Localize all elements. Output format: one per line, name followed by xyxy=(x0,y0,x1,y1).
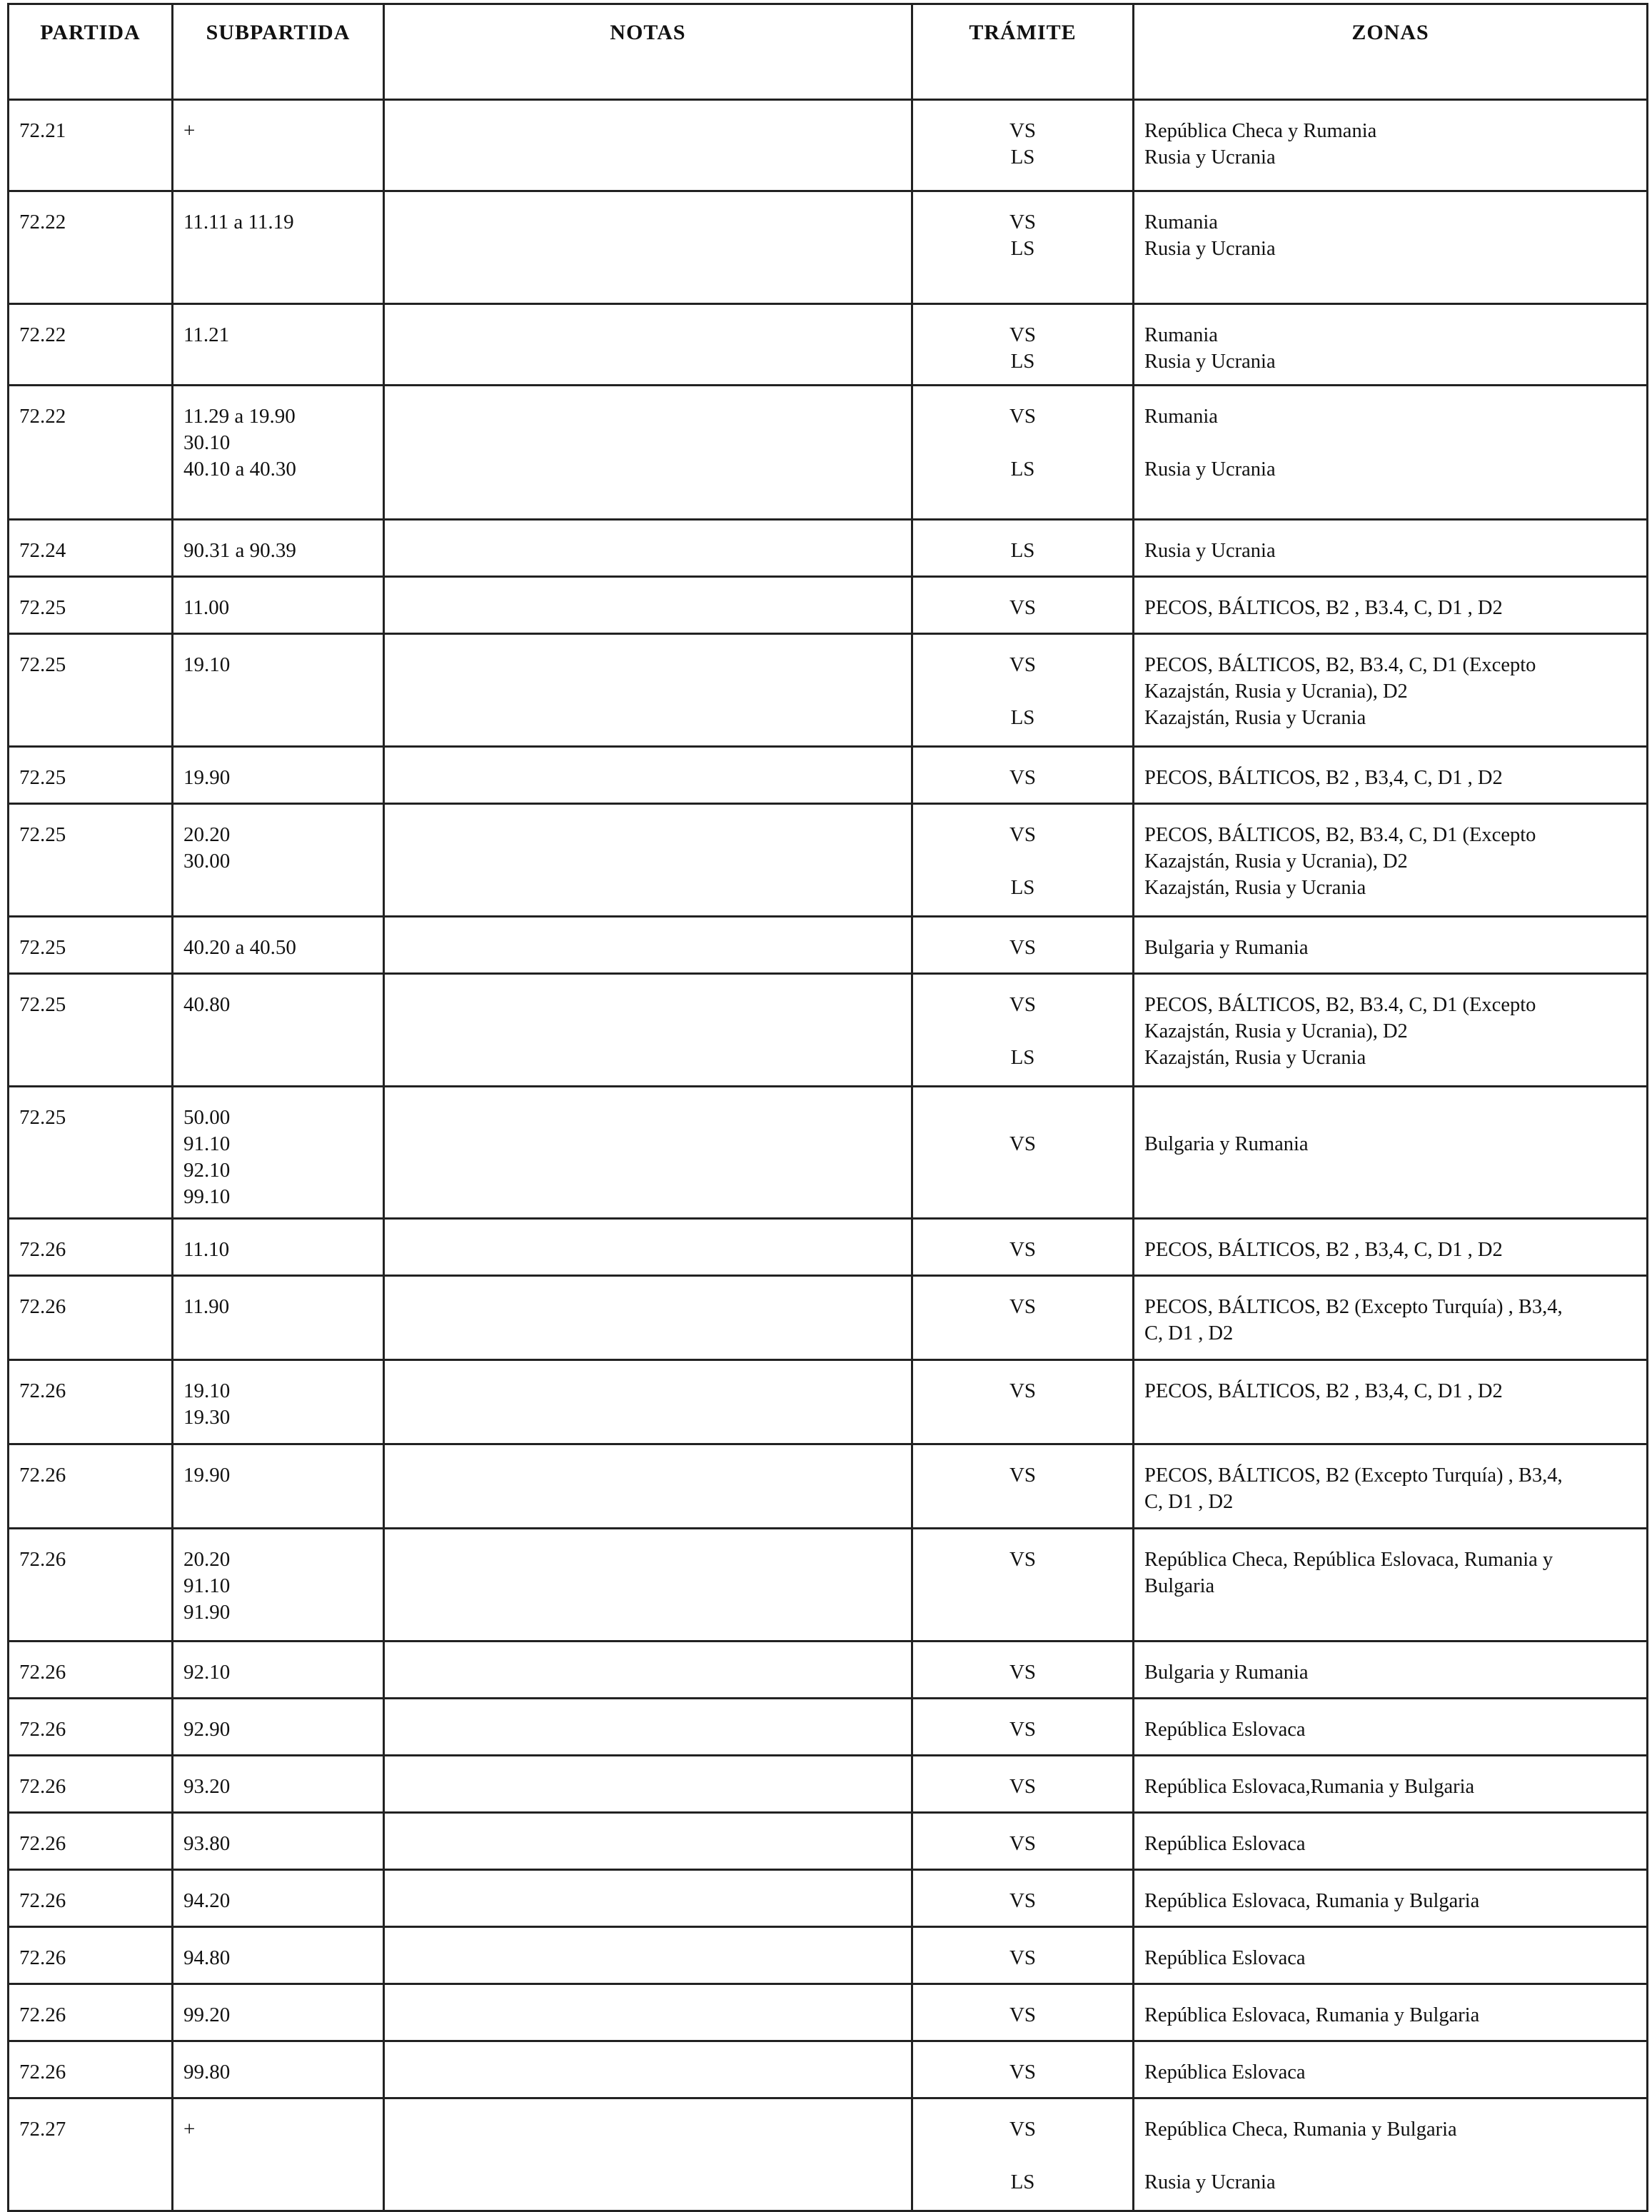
notas-cell xyxy=(384,1927,912,1984)
zonas-line: C, D1 , D2 xyxy=(1144,1322,1234,1344)
table-row xyxy=(9,1276,1648,1360)
tramite-cell xyxy=(912,1699,1134,1756)
zonas-cell xyxy=(1134,747,1648,804)
tramite-line: LS xyxy=(1010,146,1035,169)
zonas-line xyxy=(1144,1105,1636,1131)
partida-cell: 72.26 xyxy=(9,1276,173,1360)
tramite-cell xyxy=(912,304,1134,386)
notas-cell xyxy=(384,634,912,747)
table-row xyxy=(9,520,1648,577)
zonas-line: PECOS, BÁLTICOS, B2, B3.4, C, D1 (Excepto xyxy=(1144,824,1536,846)
subpartida-cell xyxy=(173,1870,384,1927)
notas-cell xyxy=(384,386,912,520)
tramite-line: LS xyxy=(1010,350,1035,373)
subpartida-cell xyxy=(173,1087,384,1219)
zonas-line: República Eslovaca, Rumania y Bulgaria xyxy=(1144,1890,1480,1912)
table-row xyxy=(9,1870,1648,1927)
table-row xyxy=(9,1756,1648,1813)
tramite-line: VS xyxy=(1009,1718,1037,1741)
notas-cell xyxy=(384,100,912,191)
notas-cell xyxy=(384,2041,912,2098)
subpartida-line: 92.90 xyxy=(183,1718,231,1741)
notas-cell xyxy=(384,1444,912,1529)
table-row xyxy=(9,1699,1648,1756)
zonas-line: PECOS, BÁLTICOS, B2 (Excepto Turquía) , B3,4, xyxy=(1144,1464,1563,1487)
subpartida-line: 90.31 a 90.39 xyxy=(183,539,296,562)
subpartida-line: 20.20 xyxy=(183,1548,231,1571)
notas-cell xyxy=(384,804,912,917)
table-body xyxy=(9,100,1648,2211)
zonas-line: PECOS, BÁLTICOS, B2 , B3,4, C, D1 , D2 xyxy=(1144,1239,1503,1261)
table-row xyxy=(9,974,1648,1087)
zonas-line: Rumania xyxy=(1144,324,1218,346)
zonas-line: Bulgaria xyxy=(1144,1575,1215,1597)
notas-cell xyxy=(384,1756,912,1813)
zonas-line: República Eslovaca xyxy=(1144,2061,1306,2083)
subpartida-cell xyxy=(173,1276,384,1360)
subpartida-cell xyxy=(173,804,384,917)
table-row xyxy=(9,1444,1648,1529)
tramite-line xyxy=(923,1105,1122,1131)
zonas-line: Kazajstán, Rusia y Ucrania), D2 xyxy=(1144,680,1408,703)
table-row xyxy=(9,1219,1648,1276)
tramite-line: VS xyxy=(1009,936,1037,959)
zonas-cell xyxy=(1134,974,1648,1087)
partida-cell: 72.26 xyxy=(9,1813,173,1870)
subpartida-line: 19.30 xyxy=(183,1406,231,1429)
subpartida-line: 40.20 a 40.50 xyxy=(183,936,296,959)
zonas-line: PECOS, BÁLTICOS, B2, B3.4, C, D1 (Excepto xyxy=(1144,994,1536,1016)
zonas-line: República Checa, República Eslovaca, Rumania y xyxy=(1144,1549,1553,1571)
subpartida-line: 50.00 xyxy=(183,1106,231,1129)
zonas-cell xyxy=(1134,191,1648,304)
tramite-cell xyxy=(912,1870,1134,1927)
notas-cell xyxy=(384,747,912,804)
tramite-cell xyxy=(912,1087,1134,1219)
partida-cell: 72.25 xyxy=(9,804,173,917)
zonas-line: República Eslovaca xyxy=(1144,1947,1306,1969)
notas-cell xyxy=(384,577,912,634)
zonas-cell xyxy=(1134,1444,1648,1529)
tramite-line: VS xyxy=(1009,653,1037,676)
subpartida-cell xyxy=(173,1984,384,2041)
partida-cell: 72.25 xyxy=(9,974,173,1087)
zonas-cell xyxy=(1134,804,1648,917)
zonas-line: PECOS, BÁLTICOS, B2 , B3,4, C, D1 , D2 xyxy=(1144,1380,1503,1402)
table-row xyxy=(9,1529,1648,1642)
zonas-line: PECOS, BÁLTICOS, B2 , B3,4, C, D1 , D2 xyxy=(1144,767,1503,789)
tramite-line: VS xyxy=(1009,2061,1037,2083)
subpartida-line: 91.10 xyxy=(183,1574,231,1597)
zonas-cell xyxy=(1134,1276,1648,1360)
tramite-line: VS xyxy=(1009,1464,1037,1487)
table-row xyxy=(9,804,1648,917)
tramite-cell xyxy=(912,577,1134,634)
tramite-line: LS xyxy=(1010,2171,1035,2193)
subpartida-cell xyxy=(173,2098,384,2211)
zonas-cell xyxy=(1134,1642,1648,1699)
table-row xyxy=(9,634,1648,747)
table-row xyxy=(9,100,1648,191)
subpartida-line: 99.20 xyxy=(183,2004,231,2026)
tramite-cell xyxy=(912,1219,1134,1276)
zonas-line: Kazajstán, Rusia y Ucrania xyxy=(1144,1047,1366,1069)
zonas-line: PECOS, BÁLTICOS, B2 , B3.4, C, D1 , D2 xyxy=(1144,597,1503,619)
tramite-line: VS xyxy=(1009,2118,1037,2141)
partida-cell: 72.25 xyxy=(9,634,173,747)
tramite-line: LS xyxy=(1010,237,1035,260)
zonas-cell xyxy=(1134,1360,1648,1444)
tramite-line: VS xyxy=(1009,405,1037,428)
subpartida-cell xyxy=(173,2041,384,2098)
table-row xyxy=(9,1642,1648,1699)
zonas-line: Rusia y Ucrania xyxy=(1144,146,1276,169)
partida-cell: 72.27 xyxy=(9,2098,173,2211)
tramite-line: VS xyxy=(1009,766,1037,789)
zonas-cell xyxy=(1134,520,1648,577)
subpartida-cell xyxy=(173,520,384,577)
tramite-cell xyxy=(912,100,1134,191)
zonas-line: Kazajstán, Rusia y Ucrania xyxy=(1144,707,1366,729)
subpartida-line: 99.80 xyxy=(183,2061,231,2083)
partida-cell: 72.25 xyxy=(9,917,173,974)
tramite-cell xyxy=(912,191,1134,304)
partida-cell: 72.26 xyxy=(9,1360,173,1444)
tramite-cell xyxy=(912,804,1134,917)
zonas-cell xyxy=(1134,386,1648,520)
subpartida-cell xyxy=(173,191,384,304)
subpartida-line: 11.00 xyxy=(183,596,230,619)
zonas-line: Kazajstán, Rusia y Ucrania), D2 xyxy=(1144,850,1408,873)
header-subpartida: SUBPARTIDA xyxy=(173,4,384,100)
partida-cell: 72.26 xyxy=(9,1529,173,1642)
tramite-line: VS xyxy=(1009,823,1037,846)
table-row xyxy=(9,304,1648,386)
zonas-line: República Checa, Rumania y Bulgaria xyxy=(1144,2118,1457,2141)
zonas-line: Rusia y Ucrania xyxy=(1144,458,1276,481)
zonas-cell xyxy=(1134,1927,1648,1984)
subpartida-line: 11.10 xyxy=(183,1238,230,1261)
subpartida-line: 91.10 xyxy=(183,1132,231,1155)
zonas-line: Rumania xyxy=(1144,406,1218,428)
partida-cell: 72.21 xyxy=(9,100,173,191)
tramite-line xyxy=(923,678,1122,705)
tramite-cell xyxy=(912,747,1134,804)
notas-cell xyxy=(384,2098,912,2211)
zonas-line: Rusia y Ucrania xyxy=(1144,238,1276,260)
table-row xyxy=(9,1984,1648,2041)
zonas-line: Bulgaria y Rumania xyxy=(1144,937,1309,959)
tramite-cell xyxy=(912,1756,1134,1813)
zonas-line: República Checa y Rumania xyxy=(1144,120,1377,142)
subpartida-line: 11.90 xyxy=(183,1295,230,1318)
tariff-table-page xyxy=(7,3,1646,2193)
zonas-cell xyxy=(1134,1870,1648,1927)
zonas-cell xyxy=(1134,577,1648,634)
partida-cell: 72.26 xyxy=(9,2041,173,2098)
tramite-line: LS xyxy=(1010,876,1035,899)
tramite-line xyxy=(923,2143,1122,2169)
subpartida-cell xyxy=(173,1699,384,1756)
tramite-cell xyxy=(912,1444,1134,1529)
tramite-cell xyxy=(912,974,1134,1087)
tramite-line xyxy=(923,848,1122,875)
subpartida-line: 19.10 xyxy=(183,1379,231,1402)
subpartida-cell xyxy=(173,577,384,634)
notas-cell xyxy=(384,1360,912,1444)
notas-cell xyxy=(384,1699,912,1756)
tramite-cell xyxy=(912,2041,1134,2098)
tramite-cell xyxy=(912,917,1134,974)
table-row xyxy=(9,917,1648,974)
zonas-line xyxy=(1144,2143,1636,2169)
table-row xyxy=(9,577,1648,634)
zonas-line: Rusia y Ucrania xyxy=(1144,351,1276,373)
tramite-line: LS xyxy=(1010,539,1035,562)
subpartida-cell xyxy=(173,1756,384,1813)
tramite-cell xyxy=(912,2098,1134,2211)
tramite-cell xyxy=(912,1642,1134,1699)
subpartida-line: 11.11 a 11.19 xyxy=(183,211,294,233)
tramite-line: VS xyxy=(1009,1295,1037,1318)
header-partida: PARTIDA xyxy=(9,4,173,100)
tramite-cell xyxy=(912,1984,1134,2041)
partida-cell: 72.26 xyxy=(9,1219,173,1276)
tramite-line: VS xyxy=(1009,1946,1037,1969)
subpartida-cell xyxy=(173,1927,384,1984)
tramite-line: VS xyxy=(1009,1889,1037,1912)
tramite-cell xyxy=(912,1360,1134,1444)
table-header-row xyxy=(9,4,1648,100)
partida-cell: 72.26 xyxy=(9,1699,173,1756)
subpartida-cell xyxy=(173,1360,384,1444)
notas-cell xyxy=(384,1813,912,1870)
subpartida-line: + xyxy=(183,119,196,142)
tramite-line: VS xyxy=(1009,211,1037,233)
subpartida-line: 92.10 xyxy=(183,1159,231,1182)
partida-cell: 72.24 xyxy=(9,520,173,577)
tramite-line: VS xyxy=(1009,1132,1037,1155)
partida-cell: 72.25 xyxy=(9,577,173,634)
subpartida-line: 93.20 xyxy=(183,1775,231,1798)
tramite-cell xyxy=(912,1813,1134,1870)
tramite-line xyxy=(923,430,1122,456)
zonas-cell xyxy=(1134,1984,1648,2041)
zonas-cell xyxy=(1134,1699,1648,1756)
subpartida-cell xyxy=(173,1219,384,1276)
zonas-cell xyxy=(1134,304,1648,386)
zonas-cell xyxy=(1134,1219,1648,1276)
tramite-line: VS xyxy=(1009,1238,1037,1261)
tramite-line: VS xyxy=(1009,2004,1037,2026)
subpartida-line: 19.90 xyxy=(183,1464,231,1487)
subpartida-cell xyxy=(173,100,384,191)
notas-cell xyxy=(384,1276,912,1360)
subpartida-cell xyxy=(173,304,384,386)
subpartida-cell xyxy=(173,747,384,804)
zonas-line: Kazajstán, Rusia y Ucrania), D2 xyxy=(1144,1020,1408,1042)
subpartida-line: 11.21 xyxy=(183,323,230,346)
zonas-line: República Eslovaca xyxy=(1144,1719,1306,1741)
zonas-line xyxy=(1144,430,1636,456)
notas-cell xyxy=(384,974,912,1087)
subpartida-cell xyxy=(173,1529,384,1642)
zonas-line: PECOS, BÁLTICOS, B2 (Excepto Turquía) , B3,4, xyxy=(1144,1296,1563,1318)
header-notas: NOTAS xyxy=(384,4,912,100)
zonas-cell xyxy=(1134,100,1648,191)
partida-cell: 72.25 xyxy=(9,1087,173,1219)
subpartida-line: 20.20 xyxy=(183,823,231,846)
subpartida-line: 99.10 xyxy=(183,1185,231,1208)
notas-cell xyxy=(384,191,912,304)
table-row xyxy=(9,191,1648,304)
zonas-line: Bulgaria y Rumania xyxy=(1144,1133,1309,1155)
subpartida-line: 19.10 xyxy=(183,653,231,676)
tramite-line: VS xyxy=(1009,1661,1037,1684)
partida-cell: 72.26 xyxy=(9,1444,173,1529)
zonas-cell xyxy=(1134,2041,1648,2098)
zonas-cell xyxy=(1134,1529,1648,1642)
table-row xyxy=(9,2098,1648,2211)
notas-cell xyxy=(384,1984,912,2041)
partida-cell: 72.22 xyxy=(9,304,173,386)
partida-cell: 72.25 xyxy=(9,747,173,804)
notas-cell xyxy=(384,1870,912,1927)
zonas-line: República Eslovaca, Rumania y Bulgaria xyxy=(1144,2004,1480,2026)
zonas-line: República Eslovaca xyxy=(1144,1833,1306,1855)
tramite-line xyxy=(923,1018,1122,1045)
notas-cell xyxy=(384,917,912,974)
tramite-line: VS xyxy=(1009,119,1037,142)
tramite-cell xyxy=(912,1529,1134,1642)
zonas-line: República Eslovaca,Rumania y Bulgaria xyxy=(1144,1776,1475,1798)
subpartida-cell xyxy=(173,386,384,520)
notas-cell xyxy=(384,1219,912,1276)
zonas-line: Rumania xyxy=(1144,211,1218,233)
zonas-line: PECOS, BÁLTICOS, B2, B3.4, C, D1 (Excepto xyxy=(1144,654,1536,676)
partida-cell: 72.26 xyxy=(9,1870,173,1927)
subpartida-cell xyxy=(173,634,384,747)
partida-cell: 72.26 xyxy=(9,1756,173,1813)
partida-cell: 72.26 xyxy=(9,1984,173,2041)
zonas-cell xyxy=(1134,1813,1648,1870)
notas-cell xyxy=(384,520,912,577)
zonas-line: C, D1 , D2 xyxy=(1144,1491,1234,1513)
tariff-table xyxy=(7,3,1648,2212)
tramite-line: VS xyxy=(1009,1775,1037,1798)
tramite-line: VS xyxy=(1009,323,1037,346)
zonas-cell xyxy=(1134,917,1648,974)
tramite-line: VS xyxy=(1009,596,1037,619)
notas-cell xyxy=(384,304,912,386)
zonas-cell xyxy=(1134,1087,1648,1219)
tramite-line: VS xyxy=(1009,1379,1037,1402)
tramite-cell xyxy=(912,386,1134,520)
tramite-cell xyxy=(912,520,1134,577)
subpartida-line: 11.29 a 19.90 xyxy=(183,405,296,428)
zonas-cell xyxy=(1134,1756,1648,1813)
notas-cell xyxy=(384,1529,912,1642)
subpartida-line: 40.10 a 40.30 xyxy=(183,458,296,481)
tramite-line: VS xyxy=(1009,1548,1037,1571)
tramite-line: LS xyxy=(1010,706,1035,729)
table-row xyxy=(9,1360,1648,1444)
notas-cell xyxy=(384,1087,912,1219)
notas-cell xyxy=(384,1642,912,1699)
tramite-line: LS xyxy=(1010,458,1035,481)
subpartida-cell xyxy=(173,917,384,974)
partida-cell: 72.22 xyxy=(9,386,173,520)
header-tramite: TRÁMITE xyxy=(912,4,1134,100)
zonas-cell xyxy=(1134,2098,1648,2211)
tramite-line: VS xyxy=(1009,993,1037,1016)
subpartida-cell xyxy=(173,1642,384,1699)
tramite-line: LS xyxy=(1010,1046,1035,1069)
subpartida-line: 19.90 xyxy=(183,766,231,789)
table-row xyxy=(9,1927,1648,1984)
subpartida-line: 94.80 xyxy=(183,1946,231,1969)
subpartida-cell xyxy=(173,1444,384,1529)
table-row xyxy=(9,1813,1648,1870)
subpartida-line: 92.10 xyxy=(183,1661,231,1684)
partida-cell: 72.22 xyxy=(9,191,173,304)
subpartida-line: 93.80 xyxy=(183,1832,231,1855)
subpartida-line: 40.80 xyxy=(183,993,231,1016)
subpartida-cell xyxy=(173,1813,384,1870)
zonas-line: Rusia y Ucrania xyxy=(1144,540,1276,562)
zonas-cell xyxy=(1134,634,1648,747)
table-row xyxy=(9,747,1648,804)
tramite-cell xyxy=(912,634,1134,747)
subpartida-line: 94.20 xyxy=(183,1889,231,1912)
header-zonas: ZONAS xyxy=(1134,4,1648,100)
zonas-line: Kazajstán, Rusia y Ucrania xyxy=(1144,877,1366,899)
table-row xyxy=(9,386,1648,520)
subpartida-line: 30.00 xyxy=(183,850,231,873)
subpartida-line: 91.90 xyxy=(183,1601,231,1624)
subpartida-cell xyxy=(173,974,384,1087)
partida-cell: 72.26 xyxy=(9,1927,173,1984)
table-row xyxy=(9,1087,1648,1219)
zonas-line: Bulgaria y Rumania xyxy=(1144,1661,1309,1684)
subpartida-line: + xyxy=(183,2118,196,2141)
tramite-cell xyxy=(912,1276,1134,1360)
tramite-cell xyxy=(912,1927,1134,1984)
subpartida-line: 30.10 xyxy=(183,431,231,454)
zonas-line: Rusia y Ucrania xyxy=(1144,2171,1276,2193)
partida-cell: 72.26 xyxy=(9,1642,173,1699)
table-row xyxy=(9,2041,1648,2098)
tramite-line: VS xyxy=(1009,1832,1037,1855)
